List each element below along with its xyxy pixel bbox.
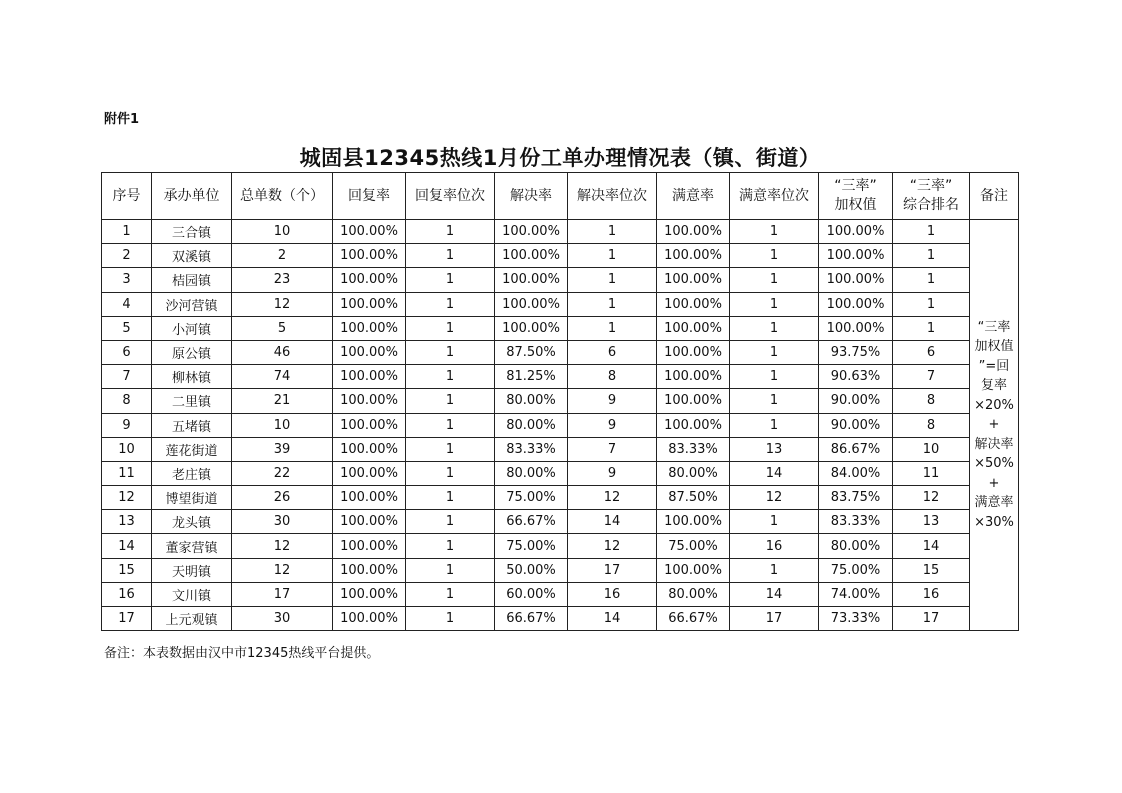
header-index: 序号 — [102, 173, 152, 220]
cell-weighted-value: 74.00% — [819, 582, 893, 606]
page-title: 城固县12345热线1月份工单办理情况表（镇、街道） — [299, 146, 821, 170]
cell-reply-rank: 1 — [406, 413, 495, 437]
cell-solve-rate: 75.00% — [495, 486, 568, 510]
cell-reply-rate: 100.00% — [333, 607, 406, 631]
table-row — [102, 461, 1019, 485]
cell-satisfaction-rank: 14 — [730, 461, 819, 485]
cell-satisfaction-rank: 1 — [730, 340, 819, 364]
cell-solve-rate: 66.67% — [495, 607, 568, 631]
cell-weighted-value: 86.67% — [819, 437, 893, 461]
cell-solve-rate: 81.25% — [495, 365, 568, 389]
cell-unit: 老庄镇 — [152, 461, 232, 485]
cell-satisfaction-rate: 100.00% — [657, 244, 730, 268]
header-overall-rank — [893, 173, 970, 220]
cell-solve-rate: 75.00% — [495, 534, 568, 558]
cell-unit: 博望街道 — [152, 486, 232, 510]
remark-cell — [970, 220, 1019, 631]
cell-total: 74 — [232, 365, 333, 389]
cell-reply-rate: 100.00% — [333, 534, 406, 558]
cell-reply-rate: 100.00% — [333, 340, 406, 364]
table-row — [102, 268, 1019, 292]
cell-reply-rank: 1 — [406, 558, 495, 582]
table-row — [102, 220, 1019, 244]
cell-reply-rank: 1 — [406, 292, 495, 316]
cell-overall-rank: 1 — [893, 220, 970, 244]
cell-reply-rank: 1 — [406, 534, 495, 558]
cell-reply-rank: 1 — [406, 244, 495, 268]
table-row — [102, 534, 1019, 558]
cell-unit: 董家营镇 — [152, 534, 232, 558]
cell-index: 6 — [102, 340, 152, 364]
cell-total: 21 — [232, 389, 333, 413]
cell-solve-rank: 1 — [568, 244, 657, 268]
cell-unit: 莲花街道 — [152, 437, 232, 461]
attachment-label: 附件1 — [104, 112, 140, 127]
table-row — [102, 486, 1019, 510]
cell-satisfaction-rate: 100.00% — [657, 365, 730, 389]
table-row — [102, 316, 1019, 340]
footnote: 备注：本表数据由汉中市12345热线平台提供。 — [104, 646, 380, 661]
cell-unit: 二里镇 — [152, 389, 232, 413]
cell-overall-rank: 16 — [893, 582, 970, 606]
header-unit: 承办单位 — [152, 173, 232, 220]
cell-unit: 原公镇 — [152, 340, 232, 364]
cell-weighted-value: 90.00% — [819, 413, 893, 437]
cell-reply-rate: 100.00% — [333, 292, 406, 316]
table-row — [102, 244, 1019, 268]
cell-reply-rank: 1 — [406, 340, 495, 364]
cell-solve-rate: 100.00% — [495, 220, 568, 244]
header-remark: 备注 — [970, 173, 1019, 220]
cell-satisfaction-rate: 100.00% — [657, 510, 730, 534]
cell-weighted-value: 100.00% — [819, 244, 893, 268]
header-rank-line-2: 综合排名 — [903, 197, 959, 213]
cell-reply-rate: 100.00% — [333, 510, 406, 534]
cell-solve-rate: 100.00% — [495, 268, 568, 292]
table-row — [102, 510, 1019, 534]
table-row — [102, 558, 1019, 582]
cell-solve-rank: 9 — [568, 389, 657, 413]
cell-satisfaction-rate: 100.00% — [657, 316, 730, 340]
cell-index: 9 — [102, 413, 152, 437]
cell-solve-rate: 80.00% — [495, 413, 568, 437]
table-row — [102, 582, 1019, 606]
cell-total: 12 — [232, 292, 333, 316]
header-row — [102, 173, 1019, 220]
remark-line: 复率 — [980, 378, 1007, 394]
cell-satisfaction-rank: 1 — [730, 268, 819, 292]
cell-overall-rank: 1 — [893, 244, 970, 268]
cell-overall-rank: 7 — [893, 365, 970, 389]
cell-satisfaction-rate: 100.00% — [657, 389, 730, 413]
cell-reply-rate: 100.00% — [333, 268, 406, 292]
cell-unit: 桔园镇 — [152, 268, 232, 292]
cell-weighted-value: 100.00% — [819, 220, 893, 244]
cell-satisfaction-rate: 75.00% — [657, 534, 730, 558]
cell-solve-rate: 80.00% — [495, 461, 568, 485]
cell-satisfaction-rank: 1 — [730, 389, 819, 413]
header-reply-rank: 回复率位次 — [406, 173, 495, 220]
cell-index: 10 — [102, 437, 152, 461]
cell-overall-rank: 1 — [893, 268, 970, 292]
cell-satisfaction-rank: 17 — [730, 607, 819, 631]
remark-line: ×50% — [974, 456, 1014, 472]
cell-unit: 小河镇 — [152, 316, 232, 340]
cell-overall-rank: 14 — [893, 534, 970, 558]
cell-reply-rate: 100.00% — [333, 316, 406, 340]
cell-weighted-value: 90.63% — [819, 365, 893, 389]
cell-overall-rank: 6 — [893, 340, 970, 364]
cell-reply-rate: 100.00% — [333, 389, 406, 413]
cell-satisfaction-rank: 1 — [730, 316, 819, 340]
cell-total: 23 — [232, 268, 333, 292]
cell-index: 5 — [102, 316, 152, 340]
cell-satisfaction-rank: 1 — [730, 413, 819, 437]
cell-solve-rank: 16 — [568, 582, 657, 606]
cell-total: 5 — [232, 316, 333, 340]
header-total: 总单数（个） — [232, 173, 333, 220]
cell-solve-rate: 50.00% — [495, 558, 568, 582]
cell-unit: 沙河营镇 — [152, 292, 232, 316]
cell-total: 39 — [232, 437, 333, 461]
cell-satisfaction-rank: 14 — [730, 582, 819, 606]
cell-overall-rank: 1 — [893, 316, 970, 340]
cell-satisfaction-rate: 80.00% — [657, 582, 730, 606]
cell-unit: 双溪镇 — [152, 244, 232, 268]
cell-reply-rank: 1 — [406, 268, 495, 292]
cell-total: 17 — [232, 582, 333, 606]
cell-unit: 天明镇 — [152, 558, 232, 582]
cell-reply-rank: 1 — [406, 365, 495, 389]
cell-solve-rank: 17 — [568, 558, 657, 582]
table-row — [102, 413, 1019, 437]
cell-reply-rank: 1 — [406, 582, 495, 606]
cell-satisfaction-rank: 12 — [730, 486, 819, 510]
cell-solve-rank: 9 — [568, 413, 657, 437]
table-row — [102, 389, 1019, 413]
cell-index: 4 — [102, 292, 152, 316]
cell-weighted-value: 90.00% — [819, 389, 893, 413]
cell-solve-rank: 6 — [568, 340, 657, 364]
cell-satisfaction-rank: 16 — [730, 534, 819, 558]
cell-satisfaction-rank: 1 — [730, 292, 819, 316]
cell-overall-rank: 17 — [893, 607, 970, 631]
cell-solve-rate: 100.00% — [495, 316, 568, 340]
cell-satisfaction-rate: 83.33% — [657, 437, 730, 461]
cell-index: 2 — [102, 244, 152, 268]
cell-index: 7 — [102, 365, 152, 389]
table-row — [102, 607, 1019, 631]
cell-reply-rate: 100.00% — [333, 365, 406, 389]
header-weighted-line-1: “三率” — [834, 178, 877, 194]
cell-unit: 上元观镇 — [152, 607, 232, 631]
cell-solve-rank: 12 — [568, 486, 657, 510]
cell-index: 1 — [102, 220, 152, 244]
cell-solve-rank: 14 — [568, 510, 657, 534]
table-body — [102, 220, 1019, 631]
cell-satisfaction-rank: 1 — [730, 510, 819, 534]
cell-solve-rank: 1 — [568, 316, 657, 340]
cell-reply-rate: 100.00% — [333, 461, 406, 485]
cell-solve-rank: 9 — [568, 461, 657, 485]
cell-total: 46 — [232, 340, 333, 364]
cell-unit: 龙头镇 — [152, 510, 232, 534]
cell-overall-rank: 8 — [893, 389, 970, 413]
cell-index: 15 — [102, 558, 152, 582]
remark-line: + — [988, 417, 1000, 433]
cell-reply-rank: 1 — [406, 220, 495, 244]
cell-unit: 柳林镇 — [152, 365, 232, 389]
cell-satisfaction-rate: 66.67% — [657, 607, 730, 631]
cell-weighted-value: 84.00% — [819, 461, 893, 485]
cell-solve-rank: 14 — [568, 607, 657, 631]
remark-line: ×20% — [974, 397, 1014, 413]
table-row — [102, 292, 1019, 316]
remark-line: ”=回 — [978, 358, 1010, 374]
cell-reply-rank: 1 — [406, 607, 495, 631]
cell-satisfaction-rate: 100.00% — [657, 292, 730, 316]
cell-index: 17 — [102, 607, 152, 631]
remark-line: + — [988, 475, 1000, 491]
cell-overall-rank: 10 — [893, 437, 970, 461]
cell-reply-rank: 1 — [406, 316, 495, 340]
header-rank-line-1: “三率” — [909, 178, 953, 194]
cell-satisfaction-rank: 13 — [730, 437, 819, 461]
cell-index: 8 — [102, 389, 152, 413]
cell-satisfaction-rank: 1 — [730, 365, 819, 389]
header-weighted-value — [819, 173, 893, 220]
cell-overall-rank: 8 — [893, 413, 970, 437]
cell-satisfaction-rank: 1 — [730, 220, 819, 244]
cell-reply-rate: 100.00% — [333, 220, 406, 244]
cell-solve-rate: 87.50% — [495, 340, 568, 364]
cell-solve-rate: 60.00% — [495, 582, 568, 606]
cell-satisfaction-rate: 87.50% — [657, 486, 730, 510]
table-row — [102, 365, 1019, 389]
cell-reply-rank: 1 — [406, 389, 495, 413]
cell-unit: 五堵镇 — [152, 413, 232, 437]
cell-solve-rate: 100.00% — [495, 292, 568, 316]
cell-index: 16 — [102, 582, 152, 606]
header-solve-rank: 解决率位次 — [568, 173, 657, 220]
header-satisfaction-rate: 满意率 — [657, 173, 730, 220]
remark-line: “三率 — [977, 319, 1011, 335]
cell-satisfaction-rate: 100.00% — [657, 413, 730, 437]
header-satisfaction-rank: 满意率位次 — [730, 173, 819, 220]
cell-total: 30 — [232, 510, 333, 534]
cell-reply-rank: 1 — [406, 437, 495, 461]
cell-unit: 三合镇 — [152, 220, 232, 244]
cell-weighted-value: 100.00% — [819, 292, 893, 316]
cell-overall-rank: 12 — [893, 486, 970, 510]
work-order-table — [101, 172, 1019, 631]
cell-reply-rank: 1 — [406, 486, 495, 510]
remark-line: ×30% — [974, 514, 1014, 530]
cell-overall-rank: 13 — [893, 510, 970, 534]
cell-satisfaction-rank: 1 — [730, 558, 819, 582]
cell-solve-rank: 1 — [568, 268, 657, 292]
cell-satisfaction-rate: 100.00% — [657, 268, 730, 292]
cell-solve-rank: 7 — [568, 437, 657, 461]
cell-index: 3 — [102, 268, 152, 292]
cell-reply-rate: 100.00% — [333, 582, 406, 606]
cell-index: 11 — [102, 461, 152, 485]
cell-solve-rate: 100.00% — [495, 244, 568, 268]
cell-total: 10 — [232, 220, 333, 244]
cell-index: 13 — [102, 510, 152, 534]
cell-overall-rank: 1 — [893, 292, 970, 316]
cell-total: 30 — [232, 607, 333, 631]
cell-total: 12 — [232, 558, 333, 582]
cell-solve-rate: 83.33% — [495, 437, 568, 461]
cell-solve-rate: 80.00% — [495, 389, 568, 413]
cell-reply-rate: 100.00% — [333, 437, 406, 461]
header-weighted-line-2: 加权值 — [834, 197, 877, 213]
cell-overall-rank: 11 — [893, 461, 970, 485]
header-reply-rate: 回复率 — [333, 173, 406, 220]
cell-index: 14 — [102, 534, 152, 558]
cell-reply-rank: 1 — [406, 461, 495, 485]
cell-satisfaction-rank: 1 — [730, 244, 819, 268]
cell-solve-rate: 66.67% — [495, 510, 568, 534]
cell-satisfaction-rate: 100.00% — [657, 558, 730, 582]
cell-unit: 文川镇 — [152, 582, 232, 606]
cell-reply-rate: 100.00% — [333, 486, 406, 510]
remark-line: 满意率 — [974, 495, 1014, 511]
cell-weighted-value: 75.00% — [819, 558, 893, 582]
cell-total: 2 — [232, 244, 333, 268]
cell-weighted-value: 93.75% — [819, 340, 893, 364]
cell-solve-rank: 1 — [568, 220, 657, 244]
cell-solve-rank: 12 — [568, 534, 657, 558]
cell-overall-rank: 15 — [893, 558, 970, 582]
cell-total: 22 — [232, 461, 333, 485]
cell-index: 12 — [102, 486, 152, 510]
cell-reply-rate: 100.00% — [333, 413, 406, 437]
header-solve-rate: 解决率 — [495, 173, 568, 220]
cell-weighted-value: 73.33% — [819, 607, 893, 631]
cell-total: 26 — [232, 486, 333, 510]
cell-weighted-value: 100.00% — [819, 268, 893, 292]
cell-reply-rate: 100.00% — [333, 558, 406, 582]
cell-total: 12 — [232, 534, 333, 558]
table-row — [102, 437, 1019, 461]
cell-weighted-value: 80.00% — [819, 534, 893, 558]
cell-solve-rank: 1 — [568, 292, 657, 316]
cell-weighted-value: 83.33% — [819, 510, 893, 534]
cell-reply-rank: 1 — [406, 510, 495, 534]
cell-satisfaction-rate: 100.00% — [657, 340, 730, 364]
cell-weighted-value: 83.75% — [819, 486, 893, 510]
cell-satisfaction-rate: 100.00% — [657, 220, 730, 244]
cell-reply-rate: 100.00% — [333, 244, 406, 268]
remark-line: 加权值 — [974, 339, 1014, 355]
remark-line: 解决率 — [974, 436, 1014, 452]
cell-total: 10 — [232, 413, 333, 437]
cell-weighted-value: 100.00% — [819, 316, 893, 340]
table-row — [102, 340, 1019, 364]
cell-satisfaction-rate: 80.00% — [657, 461, 730, 485]
cell-solve-rank: 8 — [568, 365, 657, 389]
